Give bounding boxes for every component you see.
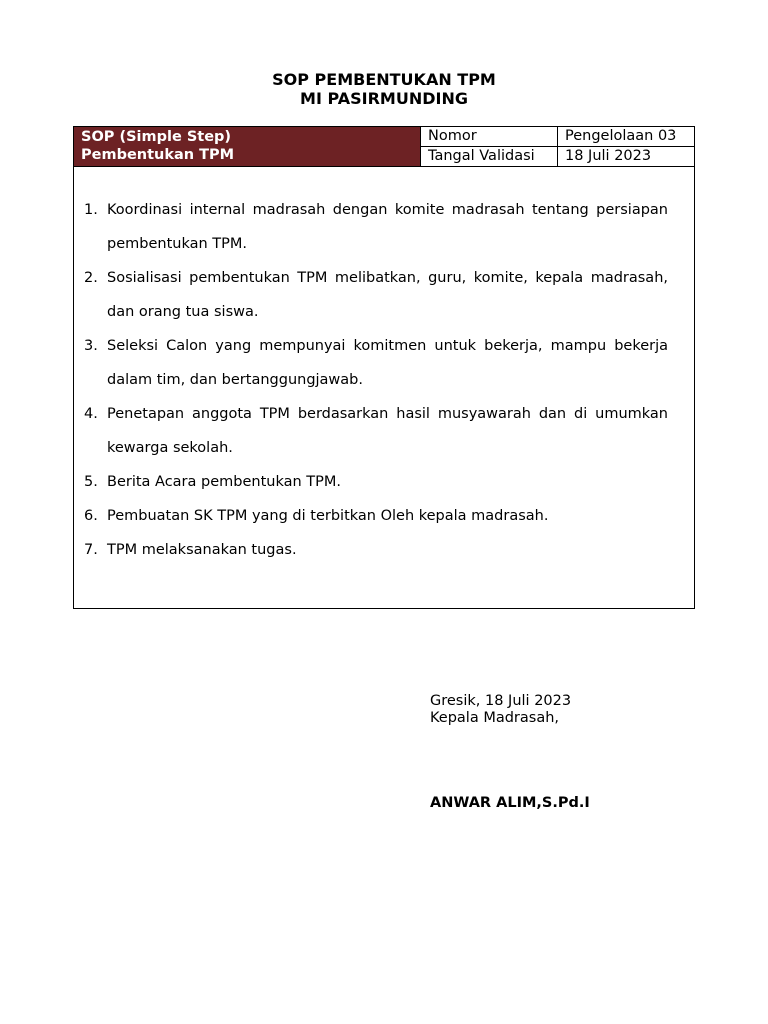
step-item bbox=[84, 397, 668, 465]
step-text: Pembuatan SK TPM yang di terbitkan Oleh kepala madrasah. bbox=[107, 508, 549, 524]
signature-role: Kepala Madrasah, bbox=[430, 710, 560, 726]
step-number: 5. bbox=[84, 474, 98, 490]
step-number: 4. bbox=[84, 406, 98, 422]
tanggal-validasi-value: 18 Juli 2023 bbox=[565, 148, 652, 164]
step-text: TPM melaksanakan tugas. bbox=[107, 542, 297, 558]
tanggal-validasi-label: Tangal Validasi bbox=[421, 147, 558, 166]
step-number: 3. bbox=[84, 338, 98, 354]
step-text: Sosialisasi pembentukan TPM melibatkan, guru, komite, kepala madrasah, dan orang tua siswa. bbox=[107, 270, 668, 320]
sop-header-label-line1: SOP (Simple Step) bbox=[81, 129, 232, 145]
sop-header-label bbox=[74, 127, 421, 166]
step-text: Koordinasi internal madrasah dengan komite madrasah tentang persiapan pembentukan TPM. bbox=[107, 202, 668, 252]
sop-header-label-line2: Pembentukan TPM bbox=[81, 147, 235, 163]
step-item bbox=[84, 193, 668, 261]
steps-list bbox=[84, 193, 668, 567]
step-item bbox=[84, 499, 668, 533]
signature-place-date: Gresik, 18 Juli 2023 bbox=[430, 693, 572, 709]
sop-steps-box bbox=[73, 166, 695, 609]
document-title: SOP PEMBENTUKAN TPM bbox=[272, 70, 496, 89]
step-text: Seleksi Calon yang mempunyai komitmen untuk bekerja, mampu bekerja dalam tim, dan bertanggungjawab. bbox=[107, 338, 668, 388]
step-number: 1. bbox=[84, 202, 98, 218]
step-number: 7. bbox=[84, 542, 98, 558]
step-item bbox=[84, 465, 668, 499]
document-subtitle: MI PASIRMUNDING bbox=[300, 89, 468, 108]
sop-header-table bbox=[73, 126, 695, 167]
step-item bbox=[84, 261, 668, 329]
step-text: Penetapan anggota TPM berdasarkan hasil musyawarah dan di umumkan kewarga sekolah. bbox=[107, 406, 668, 456]
nomor-value: Pengelolaan 03 bbox=[558, 127, 694, 147]
step-number: 2. bbox=[84, 270, 98, 286]
step-number: 6. bbox=[84, 508, 98, 524]
step-item bbox=[84, 533, 668, 567]
nomor-label: Nomor bbox=[421, 127, 558, 147]
signature-name: ANWAR ALIM,S.Pd.I bbox=[430, 795, 590, 811]
step-text: Berita Acara pembentukan TPM. bbox=[107, 474, 342, 490]
step-item bbox=[84, 329, 668, 397]
